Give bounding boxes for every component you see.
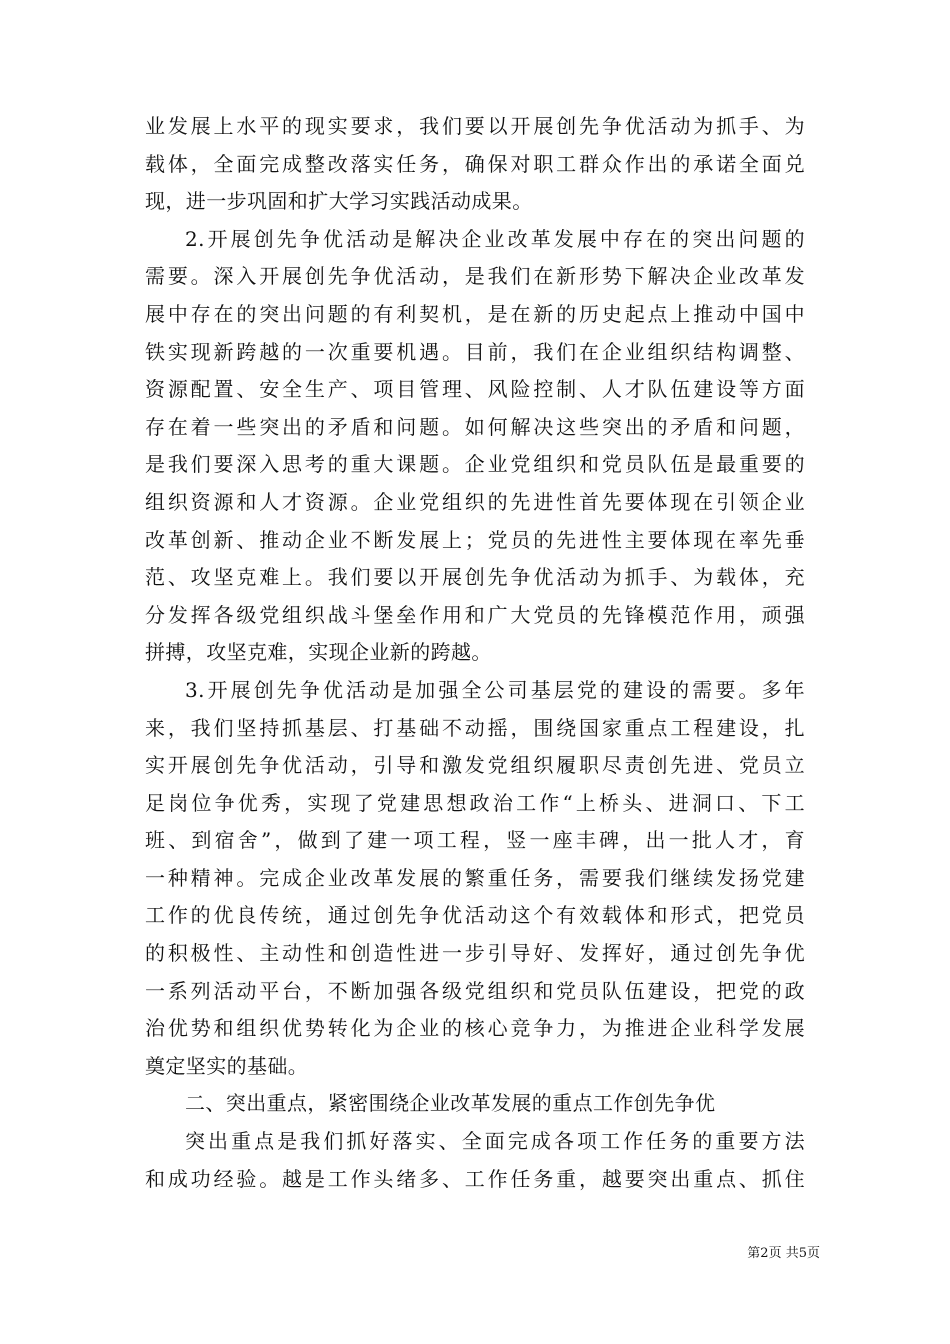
text-line: 铁实现新跨越的一次重要机遇。目前，我们在企业组织结构调整、 (145, 339, 805, 364)
text-line: 存在着一些突出的矛盾和问题。如何解决这些突出的矛盾和问题， (145, 414, 805, 439)
text-line: 工作的优良传统，通过创先争优活动这个有效载体和形式，把党员 (145, 903, 805, 928)
text-line: 3.开展创先争优活动是加强全公司基层党的建设的需要。多年 (185, 677, 805, 702)
total-pages-number: 5 (798, 1246, 807, 1261)
text-line: 奠定坚实的基础。 (145, 1053, 309, 1078)
text-line: 实开展创先争优活动，引导和激发党组织履职尽责创先进、党员立 (145, 753, 805, 778)
text-line: 2.开展创先争优活动是解决企业改革发展中存在的突出问题的 (185, 226, 805, 251)
text-line: 拼搏，攻坚克难，实现企业新的跨越。 (145, 640, 492, 665)
text-line: 需要。深入开展创先争优活动，是我们在新形势下解决企业改革发 (145, 264, 805, 289)
text-line: 范、攻坚克难上。我们要以开展创先争优活动为抓手、为载体，充 (145, 565, 805, 590)
text-line: 足岗位争优秀，实现了党建思想政治工作“上桥头、进洞口、下工 (145, 790, 805, 815)
text-line: 的积极性、主动性和创造性进一步引导好、发挥好，通过创先争优 (145, 941, 805, 966)
text-line: 改革创新、推动企业不断发展上；党员的先进性主要体现在率先垂 (145, 527, 805, 552)
page-label-suffix: 页 (806, 1246, 820, 1261)
text-line: 和成功经验。越是工作头绪多、工作任务重，越要突出重点、抓住 (145, 1166, 805, 1191)
page-label-middle: 页 共 (768, 1246, 799, 1261)
text-line: 一种精神。完成企业改革发展的繁重任务，需要我们继续发扬党建 (145, 865, 805, 890)
text-line: 载体，全面完成整改落实任务，确保对职工群众作出的承诺全面兑 (145, 151, 805, 176)
text-line: 治优势和组织优势转化为企业的核心竞争力，为推进企业科学发展 (145, 1016, 805, 1041)
text-line: 一系列活动平台，不断加强各级党组织和党员队伍建设，把党的政 (145, 978, 805, 1003)
text-line: 业发展上水平的现实要求，我们要以开展创先争优活动为抓手、为 (145, 114, 805, 138)
text-line: 资源配置、安全生产、项目管理、风险控制、人才队伍建设等方面 (145, 377, 805, 402)
current-page-number: 2 (760, 1246, 769, 1261)
text-line: 是我们要深入思考的重大课题。企业党组织和党员队伍是最重要的 (145, 452, 805, 477)
text-line: 分发挥各级党组织战斗堡垒作用和广大党员的先锋模范作用，顽强 (145, 602, 805, 627)
text-line: 来，我们坚持抓基层、打基础不动摇，围绕国家重点工程建设，扎 (145, 715, 805, 740)
text-line: 组织资源和人才资源。企业党组织的先进性首先要体现在引领企业 (145, 489, 805, 514)
section-heading: 二、突出重点，紧密围绕企业改革发展的重点工作创先争优 (185, 1091, 716, 1116)
page-label-prefix: 第 (747, 1246, 761, 1261)
page-number-footer (690, 1246, 820, 1262)
text-line: 班、到宿舍”，做到了建一项工程，竖一座丰碑，出一批人才，育 (145, 828, 805, 853)
text-line: 展中存在的突出问题的有利契机，是在新的历史起点上推动中国中 (145, 301, 805, 326)
text-line: 突出重点是我们抓好落实、全面完成各项工作任务的重要方法 (185, 1129, 805, 1154)
text-line: 现，进一步巩固和扩大学习实践活动成果。 (145, 189, 533, 214)
document-body (145, 108, 805, 1198)
